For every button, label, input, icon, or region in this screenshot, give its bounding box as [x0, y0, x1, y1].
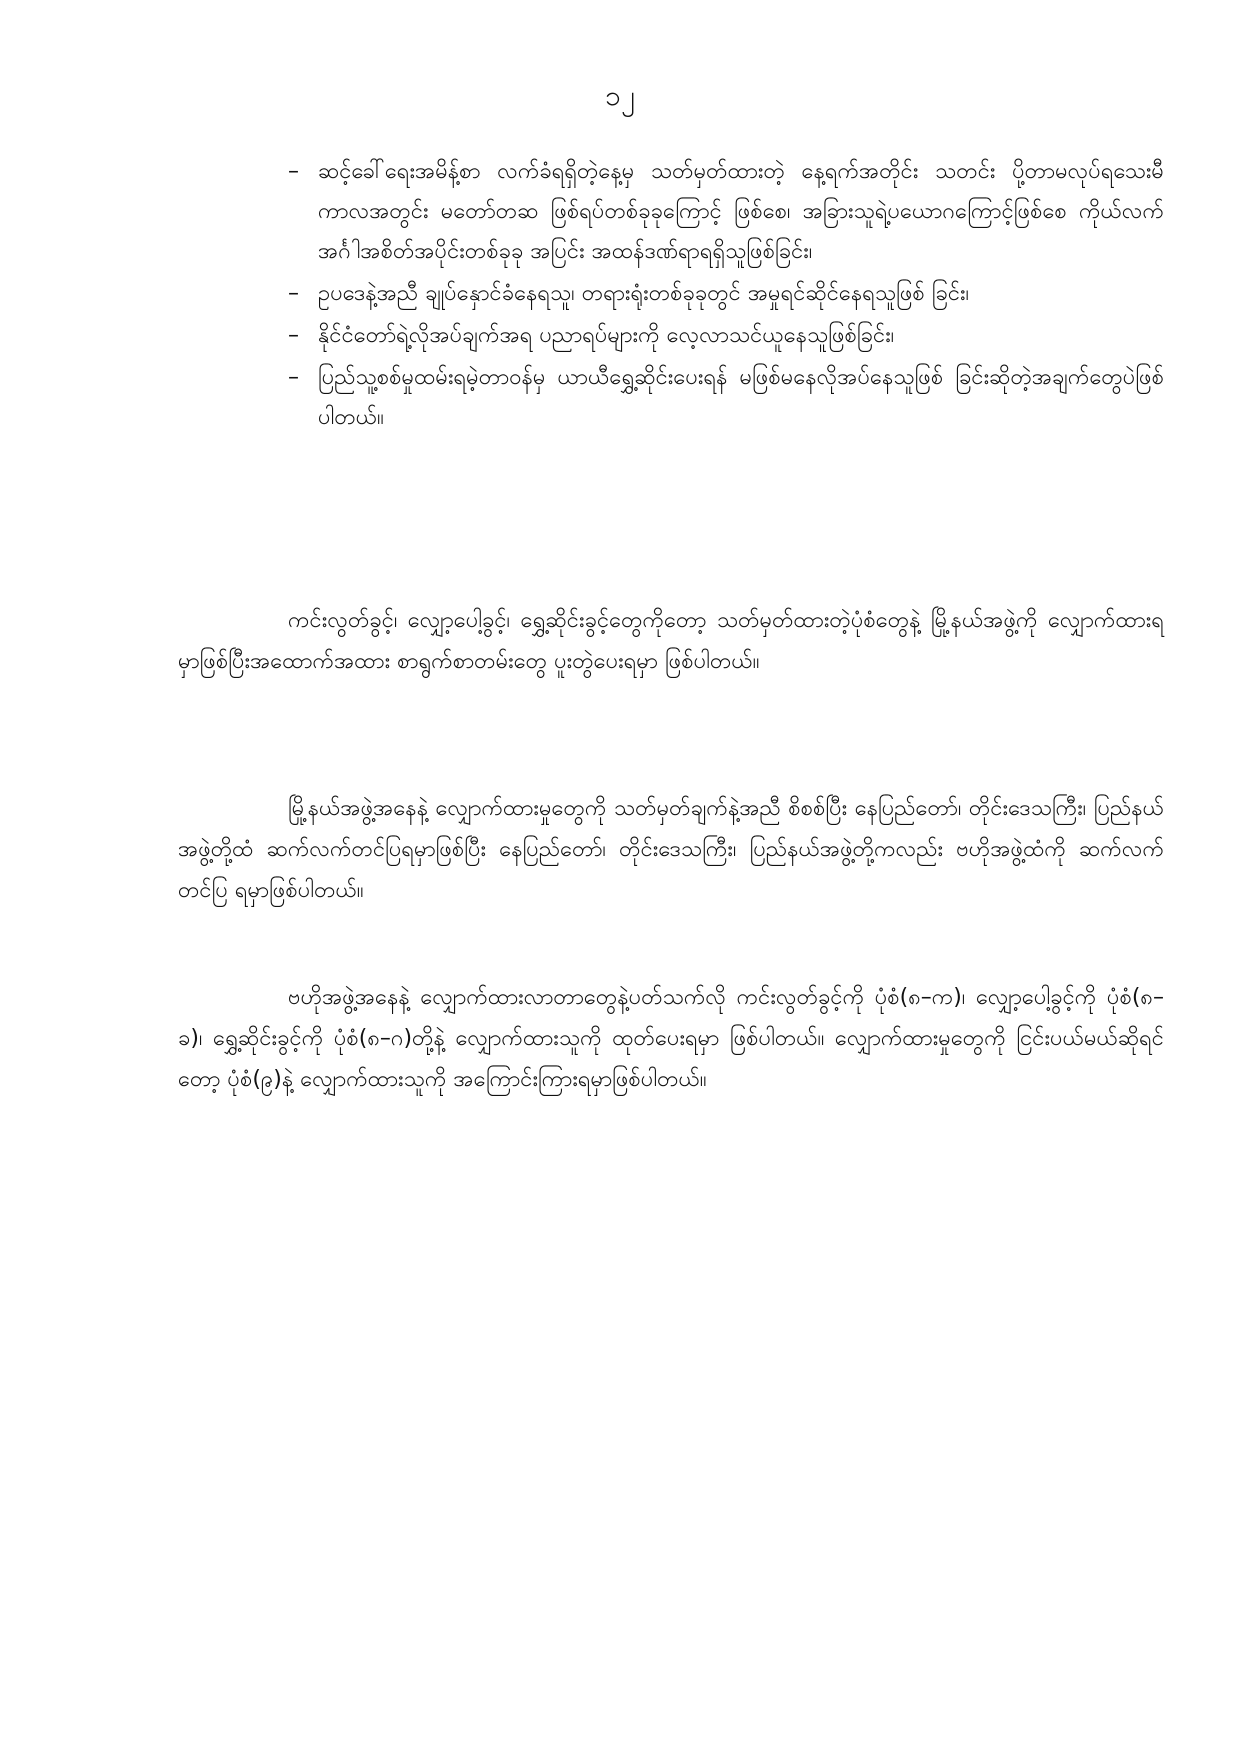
list-item — [288, 316, 1164, 356]
page-number: ၁၂ — [605, 79, 635, 112]
list-item — [288, 152, 1164, 272]
bullet-list — [288, 152, 1164, 440]
paragraph-central-issuance: ဗဟိုအဖွဲ့အနေနဲ့ လျှောက်ထားလာတာတွေနဲ့ပတ်သက်လို ကင်းလွတ်ခွင့်ကို ပုံစံ(၈–က)၊ လျှော့ပေါ့ခွင့်ကို ပုံစံ(၈–ခ)၊ ရွှေ့ဆိုင်းခွင့်ကို ပုံစံ(၈–ဂ)တို့နဲ့ လျှောက်ထားသူကို ထုတ်ပေးရမှာ ဖြစ်ပါတယ်။ လျှောက်ထားမှုတွေကို ငြင်းပယ်မယ်ဆိုရင်တော့ ပုံစံ(၉)နဲ့ လျှောက်ထားသူကို အကြောင်းကြားရမှာဖြစ်ပါတယ်။ — [178, 985, 1164, 1092]
list-item — [288, 358, 1164, 438]
bullet-text: ဥပဒေနဲ့အညီ ချုပ်နှောင်ခံနေရသူ၊ တရားရုံးတစ်ခုခုတွင် အမှုရင်ဆိုင်နေရသူဖြစ် ခြင်း၊ — [318, 281, 970, 306]
bullet-text: ဆင့်ခေါ်ရေးအမိန့်စာ လက်ခံရရှိတဲ့နေ့မှ သတ်မှတ်ထားတဲ့ နေ့ရက်အတိုင်း သတင်း ပို့တာမလုပ်ရသေးမီကာလအတွင်း မတော်တဆ ဖြစ်ရပ်တစ်ခုခုကြောင့် ဖြစ်စေ၊ အခြားသူရဲ့ပယောဂကြောင့်ဖြစ်စေ ကိုယ်လက်အင်္ဂါအစိတ်အပိုင်းတစ်ခုခု အပြင်း အထန်ဒဏ်ရာရရှိသူဖြစ်ခြင်း၊ — [318, 159, 1164, 264]
bullet-dash: – — [288, 281, 299, 306]
bullet-text: ပြည်သူ့စစ်မှုထမ်းရမဲ့တာဝန်မှ ယာယီရွှေ့ဆိုင်းပေးရန် မဖြစ်မနေလိုအပ်နေသူဖြစ် ခြင်းဆိုတဲ့အချက်တွေပဲဖြစ်ပါတယ်။ — [318, 365, 1164, 430]
list-item — [288, 274, 1164, 314]
bullet-text: နိုင်ငံတော်ရဲ့လိုအပ်ချက်အရ ပညာရပ်များကို လေ့လာသင်ယူနေသူဖြစ်ခြင်း၊ — [318, 323, 895, 348]
bullet-dash: – — [288, 365, 299, 390]
bullet-dash: – — [288, 159, 299, 184]
paragraph-exemption-application: ကင်းလွတ်ခွင့်၊ လျှော့ပေါ့ခွင့်၊ ရွှေ့ဆိုင်းခွင့်တွေကိုတော့ သတ်မှတ်ထားတဲ့ပုံစံတွေနဲ့ မြို့နယ်အဖွဲ့ကို လျှောက်ထားရမှာဖြစ်ပြီးအထောက်အထား စာရွက်စာတမ်းတွေ ပူးတွဲပေးရမှာ ဖြစ်ပါတယ်။ — [178, 608, 1164, 674]
bullet-dash: – — [288, 323, 299, 348]
paragraph-township-review: မြို့နယ်အဖွဲ့အနေနဲ့ လျှောက်ထားမှုတွေကို သတ်မှတ်ချက်နဲ့အညီ စိစစ်ပြီး နေပြည်တော်၊ တိုင်းဒေသကြီး၊ ပြည်နယ်အဖွဲ့တို့ထံ ဆက်လက်တင်ပြရမှာဖြစ်ပြီး နေပြည်တော်၊ တိုင်းဒေသကြီး၊ ပြည်နယ်အဖွဲ့တို့ကလည်း ဗဟိုအဖွဲ့ထံကို ဆက်လက်တင်ပြ ရမှာဖြစ်ပါတယ်။ — [178, 796, 1164, 903]
